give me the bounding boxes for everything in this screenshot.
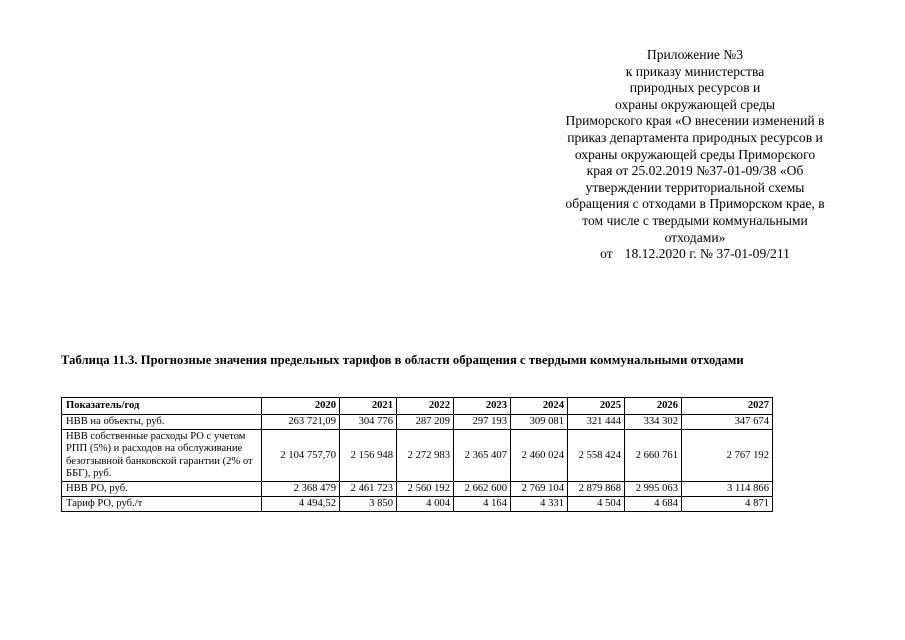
appendix-header xyxy=(540,47,850,263)
appendix-line: утверждении территориальной схемы xyxy=(585,179,805,195)
table-cell: 4 871 xyxy=(682,497,773,512)
appendix-line: приказ департамента природных ресурсов и xyxy=(567,129,823,145)
table-cell: 4 684 xyxy=(625,497,682,512)
table-cell: 2 104 757,70 xyxy=(262,430,340,482)
row-label: НВВ собственные расходы РО с учетом РПП (5%) и расходов на обслуживание безотзывной банковской гарантии (2% от ББГ), руб. xyxy=(62,430,262,482)
table-cell: 2 660 761 xyxy=(625,430,682,482)
table-cell: 321 444 xyxy=(568,415,625,430)
appendix-line: отходами» xyxy=(664,229,726,245)
appendix-line: к приказу министерства xyxy=(625,63,765,79)
table-cell: 347 674 xyxy=(682,415,773,430)
table-cell: 309 081 xyxy=(511,415,568,430)
appendix-line: охраны окружающей среды Приморского xyxy=(574,146,816,162)
table-cell: 334 302 xyxy=(625,415,682,430)
appendix-line: края от 25.02.2019 №37-01-09/38 «Об xyxy=(586,163,804,179)
table-cell: 2 558 424 xyxy=(568,430,625,482)
table-cell: 2 995 063 xyxy=(625,482,682,497)
header-cell-year: 2024 xyxy=(511,398,568,415)
table-cell: 263 721,09 xyxy=(262,415,340,430)
table-cell: 4 164 xyxy=(454,497,511,512)
row-label: НВВ на объекты, руб. xyxy=(62,415,262,430)
appendix-date-line xyxy=(540,246,850,263)
header-cell-year: 2022 xyxy=(397,398,454,415)
appendix-line: Приложение №3 xyxy=(646,47,744,62)
table-title: Таблица 11.3. Прогнозные значения предельных тарифов в области обращения с твердыми коммунальными отходами xyxy=(61,353,744,367)
table-row xyxy=(62,430,773,482)
header-cell-year: 2027 xyxy=(682,398,773,415)
table-cell: 2 767 192 xyxy=(682,430,773,482)
table-cell: 2 461 723 xyxy=(340,482,397,497)
table-cell: 4 004 xyxy=(397,497,454,512)
header-cell-year: 2023 xyxy=(454,398,511,415)
table-cell: 2 368 479 xyxy=(262,482,340,497)
table-cell: 4 494,52 xyxy=(262,497,340,512)
table-cell: 4 331 xyxy=(511,497,568,512)
table-cell: 3 114 866 xyxy=(682,482,773,497)
table-row xyxy=(62,497,773,512)
table-cell: 297 193 xyxy=(454,415,511,430)
table-row xyxy=(62,415,773,430)
header-cell-year: 2021 xyxy=(340,398,397,415)
table-cell: 2 156 948 xyxy=(340,430,397,482)
table-cell: 2 460 024 xyxy=(511,430,568,482)
table-cell: 2 662 600 xyxy=(454,482,511,497)
table-cell: 2 272 983 xyxy=(397,430,454,482)
row-label: НВВ РО, руб. xyxy=(62,482,262,497)
header-cell-year: 2020 xyxy=(262,398,340,415)
table-cell: 3 850 xyxy=(340,497,397,512)
order-date-number: 18.12.2020 г. № 37-01-09/211 xyxy=(624,246,790,262)
table-cell: 4 504 xyxy=(568,497,625,512)
table-cell: 2 560 192 xyxy=(397,482,454,497)
appendix-line: обращения с отходами в Приморском крае, в xyxy=(565,196,825,212)
table-cell: 2 769 104 xyxy=(511,482,568,497)
appendix-line: Приморского края «О внесении изменений в xyxy=(565,113,825,129)
tariff-forecast-table xyxy=(61,397,773,512)
table-cell: 2 879 868 xyxy=(568,482,625,497)
table-cell: 2 365 407 xyxy=(454,430,511,482)
appendix-line: природных ресурсов и xyxy=(629,80,761,96)
table-cell: 304 776 xyxy=(340,415,397,430)
table-header-row xyxy=(62,398,773,415)
header-cell-year: 2026 xyxy=(625,398,682,415)
date-prefix: от xyxy=(600,246,613,262)
row-label: Тариф РО, руб./т xyxy=(62,497,262,512)
appendix-line: том числе с твердыми коммунальными xyxy=(582,212,808,228)
header-cell-indicator: Показатель/год xyxy=(62,398,262,415)
appendix-line: охраны окружающей среды xyxy=(614,96,776,112)
table-row xyxy=(62,482,773,497)
table-cell: 287 209 xyxy=(397,415,454,430)
header-cell-year: 2025 xyxy=(568,398,625,415)
